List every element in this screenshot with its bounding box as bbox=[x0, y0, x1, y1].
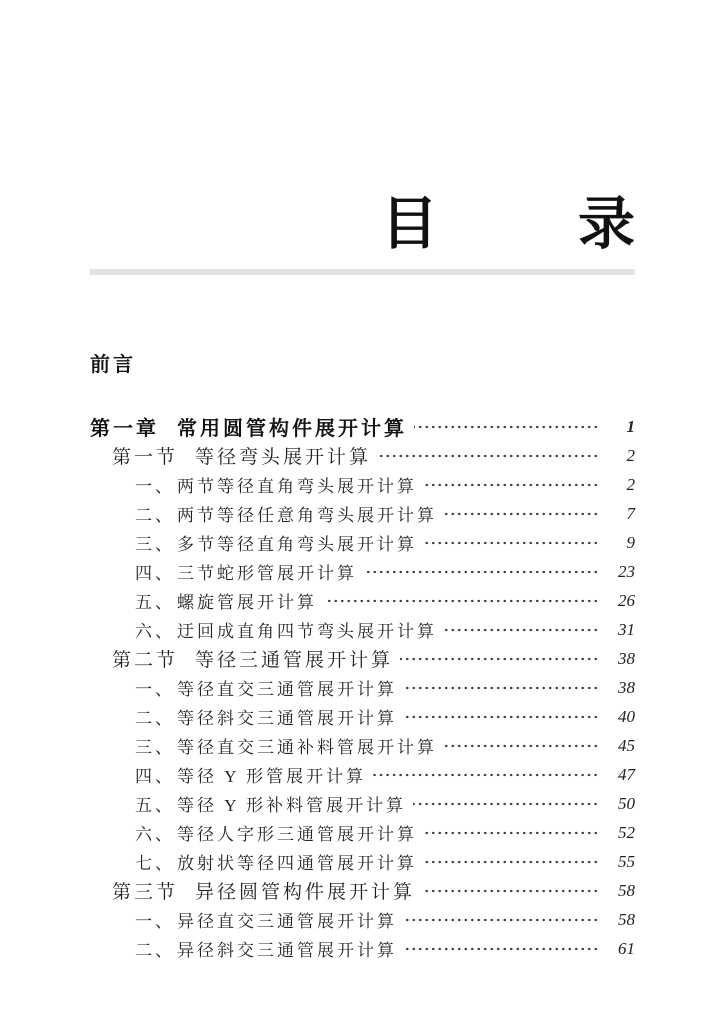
toc-entry-title: 等径弯头展开计算 bbox=[195, 447, 372, 468]
dotted-leader bbox=[424, 831, 599, 835]
toc-entry-title: 两节等径直角弯头展开计算 bbox=[177, 477, 417, 496]
toc-entry-title: 三节蛇形管展开计算 bbox=[177, 564, 357, 583]
toc-page-number: 2 bbox=[626, 474, 635, 494]
toc-entry bbox=[90, 441, 635, 470]
toc-entry-label: 四、 bbox=[135, 564, 175, 583]
toc-page-number: 55 bbox=[618, 851, 635, 871]
preface-heading: 前言 bbox=[90, 354, 136, 376]
toc-entry-title: 等径斜交三通管展开计算 bbox=[177, 709, 397, 728]
page-title-char-2: 录 bbox=[578, 192, 635, 256]
toc-page-number: 26 bbox=[618, 590, 635, 610]
toc-entry-label: 三、 bbox=[135, 535, 175, 554]
toc-entry-title: 异径斜交三通管展开计算 bbox=[177, 941, 397, 960]
toc-entry-label: 五、 bbox=[135, 796, 175, 815]
dotted-leader bbox=[404, 918, 599, 922]
toc-entry-label: 第一节 bbox=[112, 447, 179, 468]
toc-page-number: 45 bbox=[618, 735, 635, 755]
toc-page-number: 40 bbox=[618, 706, 635, 726]
toc-entry bbox=[90, 528, 635, 557]
toc-entry bbox=[90, 557, 635, 586]
toc-entry-title: 两节等径任意角弯头展开计算 bbox=[177, 506, 437, 525]
toc-entry-label: 七、 bbox=[135, 854, 175, 873]
toc-entry bbox=[90, 586, 635, 615]
toc-entry-title: 放射状等径四通管展开计算 bbox=[177, 854, 417, 873]
toc-entry-label: 第二节 bbox=[112, 650, 179, 671]
toc-entry bbox=[90, 934, 635, 963]
dotted-leader bbox=[424, 541, 599, 545]
toc-entry bbox=[90, 615, 635, 644]
dotted-leader bbox=[404, 947, 599, 951]
dotted-leader bbox=[378, 454, 599, 458]
toc-entry-title: 等径直交三通补料管展开计算 bbox=[177, 738, 437, 757]
toc-page-number: 38 bbox=[618, 648, 635, 668]
toc-entry bbox=[90, 499, 635, 528]
toc-entry-label: 五、 bbox=[135, 593, 175, 612]
dotted-leader bbox=[424, 483, 599, 487]
toc-entry bbox=[90, 412, 635, 441]
toc-entry-title: 异径圆管构件展开计算 bbox=[195, 882, 416, 903]
dotted-leader bbox=[444, 628, 599, 632]
toc-page-number: 52 bbox=[618, 822, 635, 842]
toc-entry bbox=[90, 905, 635, 934]
dotted-leader bbox=[373, 773, 599, 777]
toc-entry-title: 等径人字形三通管展开计算 bbox=[177, 825, 417, 844]
toc-page-number: 1 bbox=[626, 416, 635, 436]
toc-page-number: 38 bbox=[618, 677, 635, 697]
toc-entry bbox=[90, 760, 635, 789]
toc-page-number: 23 bbox=[618, 561, 635, 581]
toc-page-number: 7 bbox=[626, 503, 635, 523]
toc-entry-label: 二、 bbox=[135, 709, 175, 728]
page-content bbox=[90, 0, 635, 1024]
toc-entry-title: 等径直交三通管展开计算 bbox=[177, 680, 397, 699]
toc-entry-label: 四、 bbox=[135, 767, 175, 786]
dotted-leader bbox=[414, 425, 599, 429]
toc-entry-title: 异径直交三通管展开计算 bbox=[177, 912, 397, 931]
toc-page-number: 9 bbox=[626, 532, 635, 552]
page-title-char-1: 目 bbox=[381, 192, 438, 256]
toc-entry bbox=[90, 470, 635, 499]
toc-entry-title: 等径三通管展开计算 bbox=[195, 650, 394, 671]
toc-entry-label: 一、 bbox=[135, 477, 175, 496]
toc-entry-title: 螺旋管展开计算 bbox=[177, 593, 317, 612]
toc-entry bbox=[90, 731, 635, 760]
toc-page-number: 58 bbox=[618, 909, 635, 929]
toc-entry-label: 六、 bbox=[135, 825, 175, 844]
toc-entry-title: 等径 Y 形管展开计算 bbox=[177, 767, 367, 786]
dotted-leader bbox=[413, 802, 599, 806]
toc-entry-label: 二、 bbox=[135, 506, 175, 525]
dotted-leader bbox=[444, 744, 599, 748]
dotted-leader bbox=[424, 860, 599, 864]
dotted-leader bbox=[400, 657, 599, 661]
toc-entry-title: 等径 Y 形补料管展开计算 bbox=[177, 796, 407, 815]
toc-entry-title: 迂回成直角四节弯头展开计算 bbox=[177, 622, 437, 641]
toc-page-number: 50 bbox=[618, 793, 635, 813]
page-title bbox=[381, 192, 635, 258]
toc-entry-title: 多节等径直角弯头展开计算 bbox=[177, 535, 417, 554]
dotted-leader bbox=[422, 889, 599, 893]
toc-page-number: 2 bbox=[626, 445, 635, 465]
toc-entry-title: 常用圆管构件展开计算 bbox=[177, 418, 407, 440]
dotted-leader bbox=[404, 686, 599, 690]
toc-entry-label: 第三节 bbox=[112, 882, 179, 903]
toc-entry bbox=[90, 789, 635, 818]
toc-page-number: 31 bbox=[618, 619, 635, 639]
toc-list bbox=[90, 412, 635, 963]
toc-entry bbox=[90, 702, 635, 731]
toc-entry bbox=[90, 673, 635, 702]
toc-entry-label: 二、 bbox=[135, 941, 175, 960]
dotted-leader bbox=[364, 570, 599, 574]
toc-entry-label: 三、 bbox=[135, 738, 175, 757]
dotted-leader bbox=[324, 599, 599, 603]
toc-entry-label: 一、 bbox=[135, 912, 175, 931]
toc-page-number: 47 bbox=[618, 764, 635, 784]
dotted-leader bbox=[404, 715, 599, 719]
toc-entry-label: 第一章 bbox=[90, 418, 159, 440]
toc-entry bbox=[90, 847, 635, 876]
toc-entry bbox=[90, 876, 635, 905]
dotted-leader bbox=[444, 512, 599, 516]
toc-entry bbox=[90, 644, 635, 673]
title-divider-rule bbox=[90, 269, 635, 275]
toc-entry-label: 一、 bbox=[135, 680, 175, 699]
toc-page-number: 61 bbox=[618, 938, 635, 958]
toc-page-number: 58 bbox=[618, 880, 635, 900]
toc-entry bbox=[90, 818, 635, 847]
toc-entry-label: 六、 bbox=[135, 622, 175, 641]
